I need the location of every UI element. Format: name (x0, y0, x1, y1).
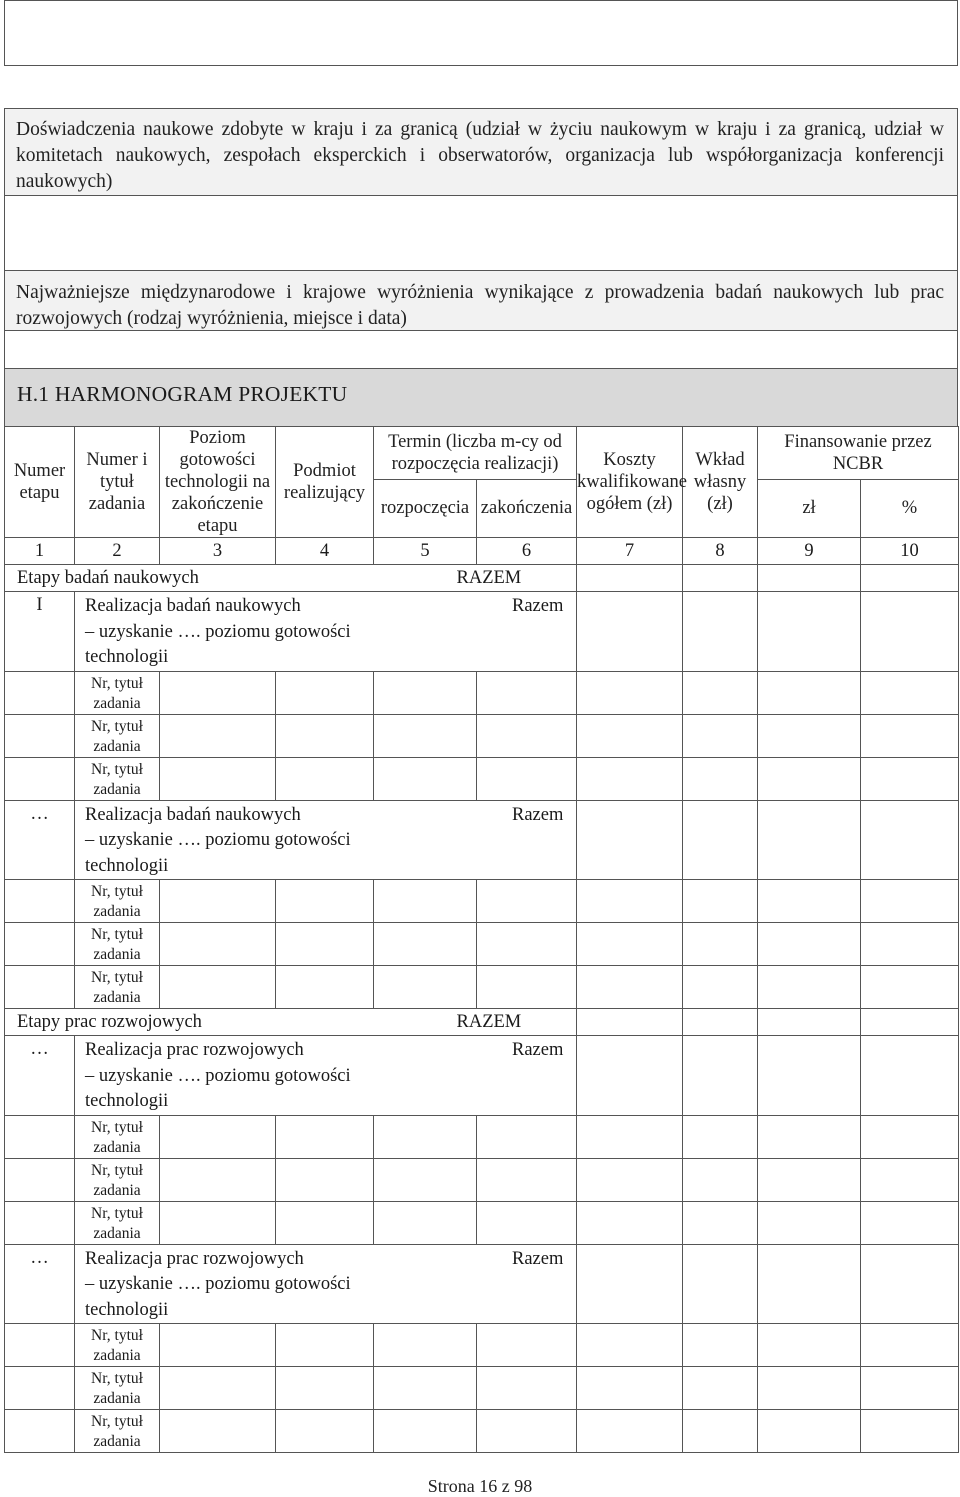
column-number: 1 (5, 538, 75, 565)
stage-title: Realizacja prac rozwojowych (85, 1040, 304, 1060)
task-title[interactable]: Nr, tytuł zadania (75, 1158, 160, 1201)
task-row (5, 1201, 959, 1244)
task-row (5, 966, 959, 1009)
task-row (5, 923, 959, 966)
column-number: 7 (577, 538, 683, 565)
task-title[interactable]: Nr, tytuł zadania (75, 1115, 160, 1158)
stage-title: Realizacja badań naukowych (85, 804, 301, 825)
header-zl: zł (758, 479, 861, 537)
task-row (5, 1410, 959, 1453)
section-title: H.1 HARMONOGRAM PROJEKTU (17, 382, 348, 406)
task-row (5, 757, 959, 800)
empty-box-top (4, 0, 958, 66)
task-title[interactable]: Nr, tytuł zadania (75, 966, 160, 1009)
stage-subtitle: – uzyskanie …. poziomu gotowości technologii (85, 1274, 351, 1320)
awards-answer-box[interactable] (4, 330, 958, 370)
header-poziom: Poziom gotowości technologii na zakończenie etapu (160, 427, 276, 538)
group-title: Etapy prac rozwojowych (17, 1012, 202, 1032)
experience-answer-box[interactable] (4, 195, 958, 271)
group-row-research (5, 565, 959, 592)
column-number: 9 (758, 538, 861, 565)
awards-text: Najważniejsze międzynarodowe i krajowe wyróżnienia wynikające z prowadzenia badań naukowych lub prac rozwojowych (rodzaj wyróżnienia, miejsce i data) (16, 282, 944, 329)
column-number: 2 (75, 538, 160, 565)
header-termin: Termin (liczba m-cy od rozpoczęcia realizacji) (374, 427, 577, 480)
header-rozpoczecia: rozpoczęcia (374, 479, 477, 537)
task-title[interactable]: Nr, tytuł zadania (75, 1367, 160, 1410)
header-zakonczenia: zakończenia (477, 479, 577, 537)
stage-subtitle: – uzyskanie …. poziomu gotowości technologii (85, 621, 351, 667)
experience-text: Doświadczenia naukowe zdobyte w kraju i za granicą (udział w życiu naukowym w kraju i za granicą, udział w komitetach naukowych, zespołach eksperckich i obserwatorów, organizacja lub współorganizacja konferencji naukowych) (16, 119, 944, 192)
column-number: 5 (374, 538, 477, 565)
stage-total-label: Razem (512, 804, 564, 825)
stage-number: … (5, 1244, 75, 1324)
column-number: 4 (276, 538, 374, 565)
page-footer: Strona 16 z 98 (427, 1476, 533, 1496)
task-title[interactable]: Nr, tytuł zadania (75, 1324, 160, 1367)
stage-subtitle: – uzyskanie …. poziomu gotowości technologii (85, 1065, 351, 1111)
task-title[interactable]: Nr, tytuł zadania (75, 1201, 160, 1244)
stage-title: Realizacja prac rozwojowych (85, 1248, 304, 1269)
task-title[interactable]: Nr, tytuł zadania (75, 757, 160, 800)
task-title[interactable]: Nr, tytuł zadania (75, 714, 160, 757)
column-number-row (5, 538, 959, 565)
task-title[interactable]: Nr, tytuł zadania (75, 923, 160, 966)
stage-number: … (5, 1036, 75, 1116)
stage-number: I (5, 592, 75, 672)
task-title[interactable]: Nr, tytuł zadania (75, 671, 160, 714)
stage-row (5, 592, 959, 672)
column-number: 3 (160, 538, 276, 565)
task-row (5, 1115, 959, 1158)
header-koszty: Koszty kwalifikowane ogółem (zł) (577, 427, 683, 538)
column-number: 6 (477, 538, 577, 565)
schedule-table (4, 426, 959, 1453)
group-title: Etapy badań naukowych (17, 568, 199, 588)
task-row (5, 1324, 959, 1367)
header-finansowanie: Finansowanie przez NCBR (758, 427, 959, 480)
stage-number: … (5, 800, 75, 880)
stage-row (5, 1244, 959, 1324)
column-number: 10 (861, 538, 959, 565)
header-numer-etapu: Numer etapu (5, 427, 75, 538)
stage-total-label: Razem (512, 596, 564, 616)
stage-row (5, 800, 959, 880)
task-title[interactable]: Nr, tytuł zadania (75, 880, 160, 923)
header-row-1 (5, 427, 959, 480)
stage-total-label: Razem (512, 1248, 564, 1269)
stage-total-label: Razem (512, 1040, 564, 1060)
header-wklad: Wkład własny (zł) (683, 427, 758, 538)
task-row (5, 671, 959, 714)
header-percent: % (861, 479, 959, 537)
group-total-label: RAZEM (456, 1012, 522, 1032)
group-row-development (5, 1009, 959, 1036)
stage-title: Realizacja badań naukowych (85, 596, 301, 616)
task-title[interactable]: Nr, tytuł zadania (75, 1410, 160, 1453)
task-row (5, 880, 959, 923)
header-podmiot: Podmiot realizujący (276, 427, 374, 538)
group-total-label: RAZEM (456, 568, 522, 588)
stage-subtitle: – uzyskanie …. poziomu gotowości technologii (85, 830, 351, 876)
task-row (5, 1158, 959, 1201)
stage-row (5, 1036, 959, 1116)
task-row (5, 714, 959, 757)
task-row (5, 1367, 959, 1410)
column-number: 8 (683, 538, 758, 565)
header-numer-tytul: Numer i tytuł zadania (75, 427, 160, 538)
